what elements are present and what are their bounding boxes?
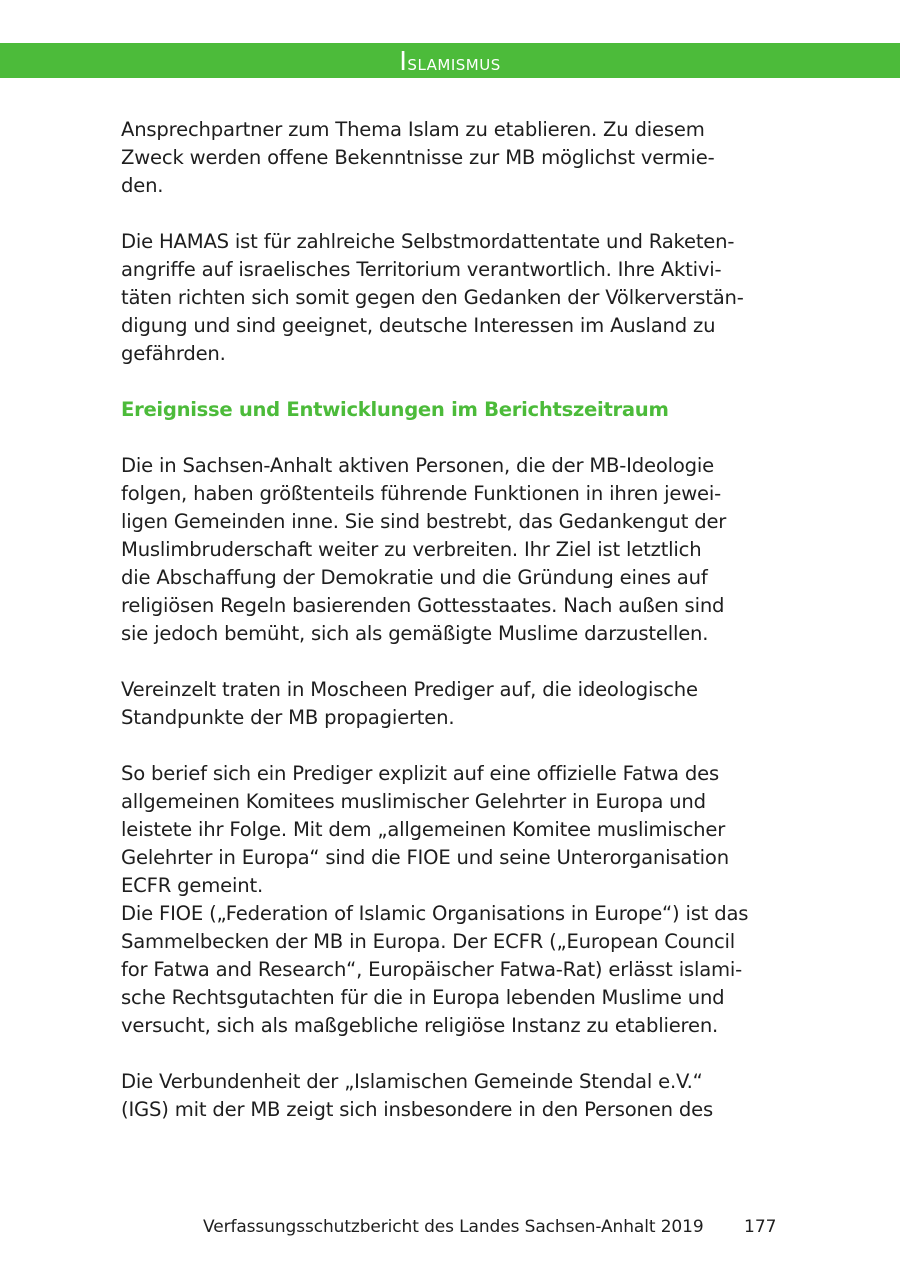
text-line: Ansprechpartner zum Thema Islam zu etablieren. Zu diesem xyxy=(121,118,705,141)
text-line: Standpunkte der MB propagierten. xyxy=(121,706,455,729)
text-line: leistete ihr Folge. Mit dem „allgemeinen Komitee muslimischer xyxy=(121,818,726,841)
paragraph xyxy=(121,116,789,200)
text-line: sche Rechtsgutachten für die in Europa lebenden Muslime und xyxy=(121,986,725,1009)
text-line: Sammelbecken der MB in Europa. Der ECFR („European Council xyxy=(121,930,736,953)
paragraph xyxy=(121,452,789,648)
text-line: Muslimbruderschaft weiter zu verbreiten. Ihr Ziel ist letztlich xyxy=(121,538,702,561)
text-line: religiösen Regeln basierenden Gottesstaates. Nach außen sind xyxy=(121,594,725,617)
text-line: Gelehrter in Europa“ sind die FIOE und seine Unterorganisation xyxy=(121,846,729,869)
page-body xyxy=(121,116,789,1124)
text-line: gefährden. xyxy=(121,342,226,365)
text-line: folgen, haben größtenteils führende Funktionen in ihren jewei- xyxy=(121,482,722,505)
text-line: Vereinzelt traten in Moscheen Prediger auf, die ideologische xyxy=(121,678,698,701)
text-line: So berief sich ein Prediger explizit auf eine offizielle Fatwa des xyxy=(121,762,719,785)
text-line: for Fatwa and Research“, Europäischer Fatwa-Rat) erlässt islami- xyxy=(121,958,743,981)
page-footer xyxy=(0,1214,900,1240)
text-line: versucht, sich als maßgebliche religiöse Instanz zu etablieren. xyxy=(121,1014,719,1037)
text-line: angriffe auf israelisches Territorium verantwortlich. Ihre Aktivi- xyxy=(121,258,722,281)
text-line: sie jedoch bemüht, sich als gemäßigte Muslime darzustellen. xyxy=(121,622,709,645)
text-line: ligen Gemeinden inne. Sie sind bestrebt, das Gedankengut der xyxy=(121,510,727,533)
text-line: Die HAMAS ist für zahlreiche Selbstmordattentate und Raketen- xyxy=(121,230,735,253)
paragraph xyxy=(121,676,789,732)
footer-title: Verfassungsschutzbericht des Landes Sachsen-Anhalt 2019 xyxy=(203,1217,704,1237)
text-line: allgemeinen Komitees muslimischer Gelehrter in Europa und xyxy=(121,790,706,813)
text-line: ECFR gemeint. xyxy=(121,874,263,897)
text-line: die Abschaffung der Demokratie und die Gründung eines auf xyxy=(121,566,708,589)
text-line: Die FIOE („Federation of Islamic Organisations in Europe“) ist das xyxy=(121,902,749,925)
text-line: Die in Sachsen-Anhalt aktiven Personen, die der MB-Ideologie xyxy=(121,454,714,477)
text-line: (IGS) mit der MB zeigt sich insbesondere in den Personen des xyxy=(121,1098,713,1121)
section-title: Islamismus xyxy=(399,47,501,77)
paragraph xyxy=(121,760,789,1040)
text-line: den. xyxy=(121,174,164,197)
text-line: digung und sind geeignet, deutsche Interessen im Ausland zu xyxy=(121,314,716,337)
paragraph xyxy=(121,228,789,368)
paragraph xyxy=(121,1068,789,1124)
text-line: täten richten sich somit gegen den Gedanken der Völkerverstän- xyxy=(121,286,744,309)
section-heading: Ereignisse und Entwicklungen im Berichtszeitraum xyxy=(121,398,669,421)
text-line: Die Verbundenheit der „Islamischen Gemeinde Stendal e.V.“ xyxy=(121,1070,703,1093)
page-number: 177 xyxy=(744,1217,777,1237)
text-line: Zweck werden offene Bekenntnisse zur MB möglichst vermie- xyxy=(121,146,715,169)
section-header-bar xyxy=(0,43,900,78)
